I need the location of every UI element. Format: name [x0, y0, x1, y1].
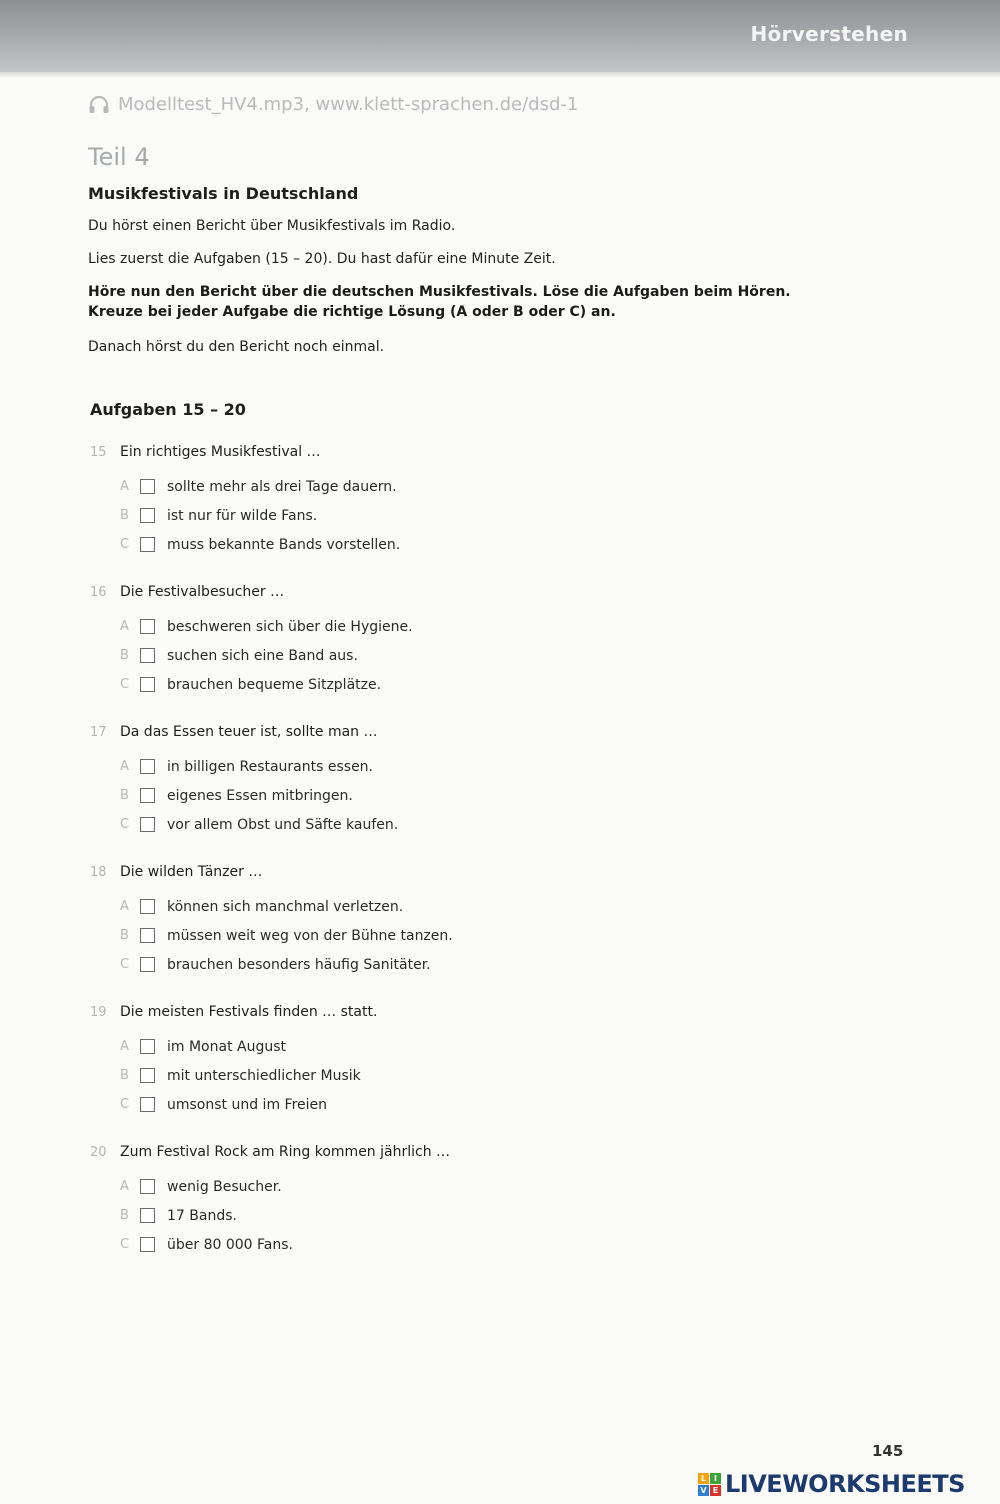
question-16 [90, 584, 413, 699]
checkbox-15-b[interactable] [140, 508, 155, 523]
option-letter: C [120, 1097, 130, 1112]
option-text: müssen weit weg von der Bühne tanzen. [167, 927, 453, 944]
option-16-a [120, 612, 413, 641]
option-text: beschweren sich über die Hygiene. [167, 618, 413, 635]
option-letter: B [120, 1208, 129, 1223]
option-18-c [120, 950, 453, 979]
question-number: 16 [90, 585, 107, 600]
question-text: Die wilden Tänzer … [120, 864, 263, 880]
question-text: Die Festivalbesucher … [120, 584, 285, 600]
option-text: vor allem Obst und Säfte kaufen. [167, 816, 399, 833]
intro-paragraph-2: Lies zuerst die Aufgaben (15 – 20). Du hast dafür eine Minute Zeit. [88, 251, 556, 267]
option-17-a [120, 752, 398, 781]
brand-logo-icon [698, 1473, 721, 1496]
brand-name: LIVEWORKSHEETS [725, 1470, 965, 1498]
option-text: wenig Besucher. [167, 1178, 282, 1195]
option-letter: A [120, 1179, 129, 1194]
checkbox-19-a[interactable] [140, 1039, 155, 1054]
option-letter: C [120, 1237, 130, 1252]
checkbox-17-b[interactable] [140, 788, 155, 803]
option-letter: B [120, 788, 129, 803]
option-19-a [120, 1032, 377, 1061]
tasks-heading: Aufgaben 15 – 20 [90, 400, 246, 419]
checkbox-15-a[interactable] [140, 479, 155, 494]
option-text: 17 Bands. [167, 1207, 237, 1224]
instruction-line-2: Kreuze bei jeder Aufgabe die richtige Lösung (A oder B oder C) an. [88, 304, 616, 320]
checkbox-16-c[interactable] [140, 677, 155, 692]
audio-reference [88, 94, 578, 115]
option-text: mit unterschiedlicher Musik [167, 1067, 361, 1084]
option-letter: B [120, 1068, 129, 1083]
option-letter: A [120, 899, 129, 914]
option-20-a [120, 1172, 450, 1201]
checkbox-18-c[interactable] [140, 957, 155, 972]
question-number: 15 [90, 445, 107, 460]
question-20 [90, 1144, 450, 1259]
logo-letter: V [698, 1485, 709, 1496]
checkbox-20-b[interactable] [140, 1208, 155, 1223]
intro-paragraph-1: Du hörst einen Bericht über Musikfestivals im Radio. [88, 218, 456, 234]
page-title: Musikfestivals in Deutschland [88, 184, 359, 203]
option-letter: A [120, 759, 129, 774]
option-text: über 80 000 Fans. [167, 1236, 293, 1253]
checkbox-20-c[interactable] [140, 1237, 155, 1252]
option-text: brauchen bequeme Sitzplätze. [167, 676, 382, 693]
option-18-b [120, 921, 453, 950]
option-text: ist nur für wilde Fans. [167, 507, 318, 524]
option-text: suchen sich eine Band aus. [167, 647, 358, 664]
question-18 [90, 864, 453, 979]
option-20-c [120, 1230, 450, 1259]
question-number: 18 [90, 865, 107, 880]
option-letter: A [120, 619, 129, 634]
checkbox-18-b[interactable] [140, 928, 155, 943]
option-text: brauchen besonders häufig Sanitäter. [167, 956, 431, 973]
question-text: Zum Festival Rock am Ring kommen jährlich … [120, 1144, 451, 1160]
option-letter: A [120, 1039, 129, 1054]
logo-letter: I [710, 1473, 721, 1484]
logo-letter: E [710, 1485, 721, 1496]
checkbox-19-c[interactable] [140, 1097, 155, 1112]
question-text: Da das Essen teuer ist, sollte man … [120, 724, 378, 740]
option-text: in billigen Restaurants essen. [167, 758, 374, 775]
question-text: Ein richtiges Musikfestival … [120, 444, 321, 460]
option-text: umsonst und im Freien [167, 1096, 328, 1113]
option-16-c [120, 670, 413, 699]
header-band [0, 0, 1000, 72]
section-title: Hörverstehen [750, 22, 908, 46]
option-15-b [120, 501, 400, 530]
option-letter: C [120, 817, 130, 832]
question-text: Die meisten Festivals finden … statt. [120, 1004, 378, 1020]
checkbox-17-c[interactable] [140, 817, 155, 832]
checkbox-20-a[interactable] [140, 1179, 155, 1194]
option-17-c [120, 810, 398, 839]
page-number: 145 [872, 1442, 904, 1460]
checkbox-16-b[interactable] [140, 648, 155, 663]
question-17 [90, 724, 398, 839]
option-15-a [120, 472, 400, 501]
option-16-b [120, 641, 413, 670]
option-text: im Monat August [167, 1038, 287, 1055]
option-text: muss bekannte Bands vorstellen. [167, 536, 401, 553]
option-18-a [120, 892, 453, 921]
option-letter: C [120, 677, 130, 692]
option-letter: C [120, 537, 130, 552]
option-letter: C [120, 957, 130, 972]
option-15-c [120, 530, 400, 559]
option-19-c [120, 1090, 377, 1119]
checkbox-17-a[interactable] [140, 759, 155, 774]
question-number: 19 [90, 1005, 107, 1020]
option-letter: A [120, 479, 129, 494]
question-19 [90, 1004, 377, 1119]
intro-paragraph-4: Danach hörst du den Bericht noch einmal. [88, 339, 385, 355]
headphones-icon [88, 95, 110, 115]
question-number: 17 [90, 725, 107, 740]
part-title: Teil 4 [88, 143, 150, 171]
option-letter: B [120, 928, 129, 943]
option-letter: B [120, 508, 129, 523]
audio-file-text: Modelltest_HV4.mp3, www.klett-sprachen.de/dsd-1 [118, 94, 579, 115]
checkbox-15-c[interactable] [140, 537, 155, 552]
question-number: 20 [90, 1145, 107, 1160]
option-17-b [120, 781, 398, 810]
checkbox-19-b[interactable] [140, 1068, 155, 1083]
option-20-b [120, 1201, 450, 1230]
option-text: können sich manchmal verletzen. [167, 898, 404, 915]
checkbox-16-a[interactable] [140, 619, 155, 634]
question-15 [90, 444, 400, 559]
option-text: sollte mehr als drei Tage dauern. [167, 478, 397, 495]
instruction-line-1: Höre nun den Bericht über die deutschen Musikfestivals. Löse die Aufgaben beim Hören. [88, 284, 791, 300]
logo-letter: L [698, 1473, 709, 1484]
brand-watermark [698, 1470, 965, 1498]
option-letter: B [120, 648, 129, 663]
checkbox-18-a[interactable] [140, 899, 155, 914]
option-text: eigenes Essen mitbringen. [167, 787, 353, 804]
option-19-b [120, 1061, 377, 1090]
